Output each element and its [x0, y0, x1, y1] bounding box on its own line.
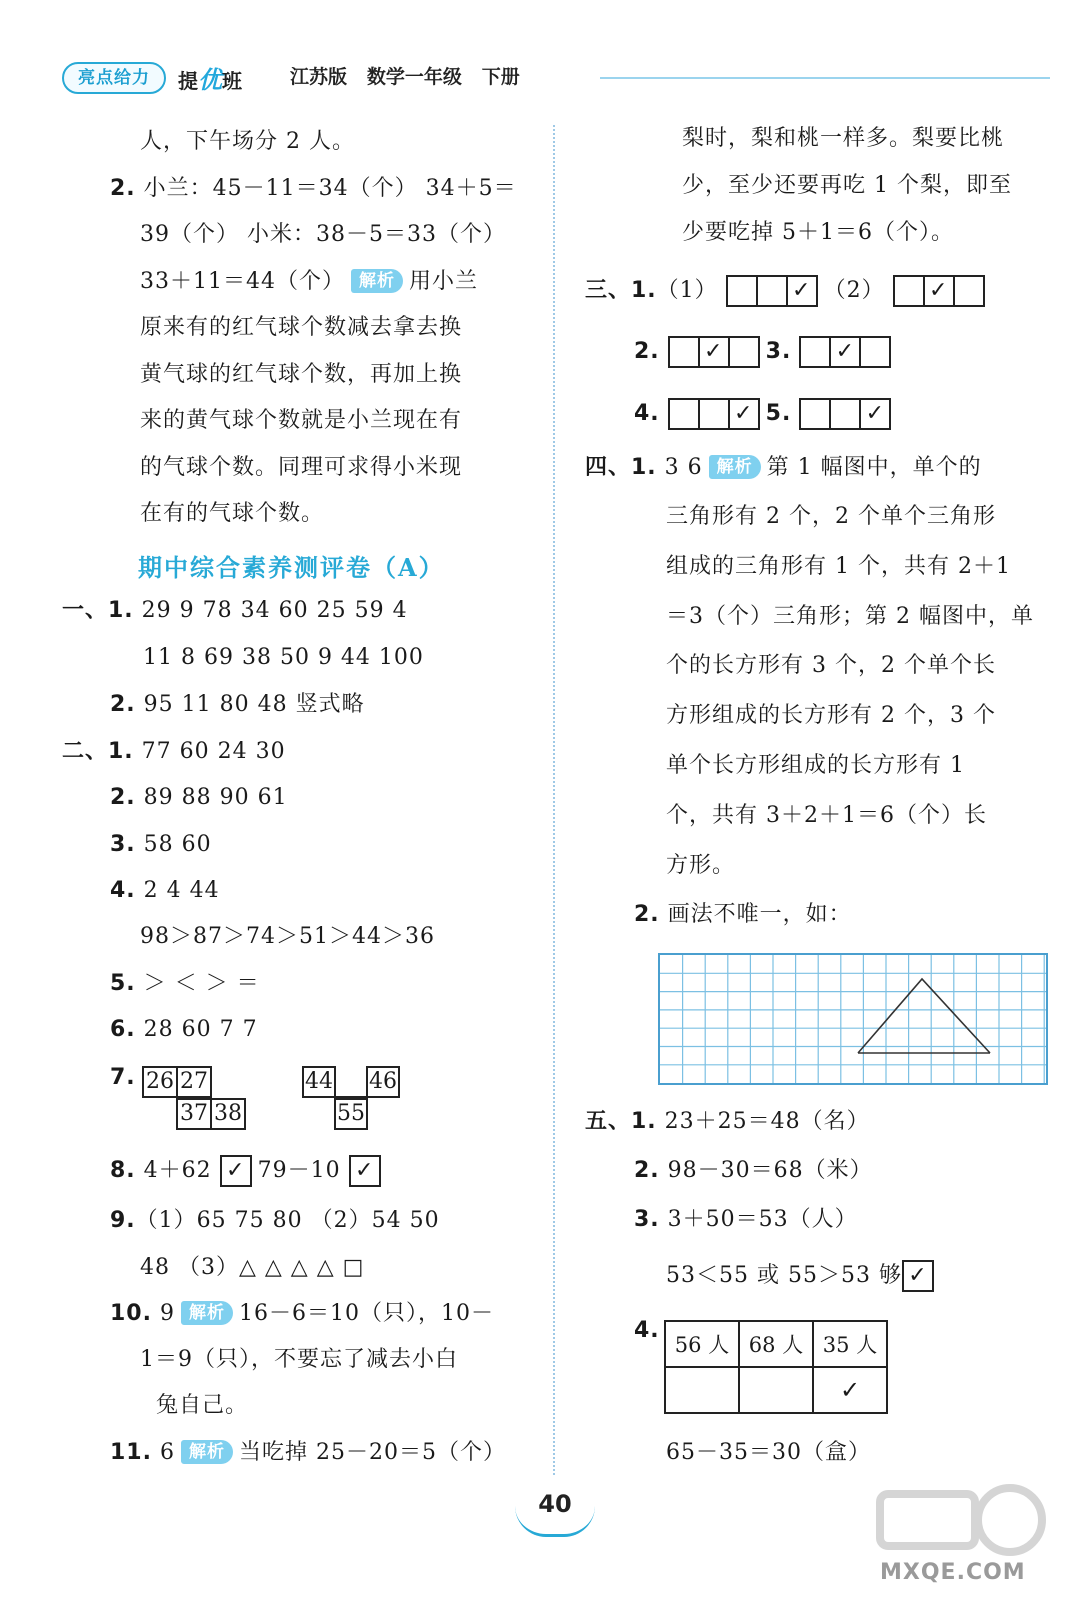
series-name-accent: 优: [198, 66, 222, 94]
answer-text: 28 60 7 7: [135, 1017, 258, 1042]
answer-line: [110, 1438, 506, 1468]
table-row: [665, 1321, 887, 1367]
answer-line: [62, 596, 408, 626]
analysis-tag: 解析: [181, 1301, 233, 1325]
watermark-text: MXQE.COM: [880, 1560, 1026, 1585]
item-number: 10.: [110, 1301, 152, 1326]
book-info: [290, 62, 520, 89]
section-title: 期中综合素养测评卷（A）: [138, 553, 445, 582]
analysis-text: 用小兰: [408, 269, 478, 294]
analysis-text: 第 1 幅图中，单个的: [766, 455, 982, 480]
analysis-text: 16－6＝10（只），10－: [238, 1301, 494, 1326]
answer-text: （2）: [823, 278, 885, 303]
check-mark-icon: ✓: [839, 1376, 861, 1404]
analysis-line: 少要吃掉 5＋1＝6（个）。: [682, 220, 954, 245]
analysis-line: 个的长方形有 3 个，2 个单个长: [666, 653, 996, 678]
answer-line: 11 8 69 38 50 9 44 100: [143, 645, 424, 670]
answer-text: 33＋11＝44（个）: [140, 269, 345, 294]
analysis-line: 组成的三角形有 1 个，共有 2＋1: [666, 554, 1011, 579]
analysis-line: 单个长方形组成的长方形有 1: [666, 753, 965, 778]
table-header-cell: 68 人: [739, 1321, 813, 1367]
table-header-cell: 56 人: [665, 1321, 739, 1367]
answer-line: 39（个） 小米：38－5＝33（个）: [140, 222, 506, 247]
analysis-tag: 解析: [709, 455, 761, 479]
analysis-line: 来的黄气球个数就是小兰现在有: [140, 408, 463, 433]
item-number: 3.: [110, 832, 136, 857]
item-number: 4.: [634, 401, 660, 426]
answer-line: [140, 267, 478, 297]
choice-boxes: [668, 335, 758, 369]
series-name: [178, 60, 242, 95]
item-number: 8.: [110, 1158, 136, 1183]
item-number: 5.: [765, 401, 792, 426]
item-number-text: 7.: [110, 1065, 136, 1090]
number-cell: 55: [334, 1098, 368, 1130]
analysis-line: 1＝9（只），不要忘了减去小白: [140, 1347, 458, 1372]
table-cell: [665, 1367, 739, 1413]
choice-box: [668, 336, 700, 368]
header-rule: [600, 77, 1050, 79]
answer-line: [110, 1206, 440, 1236]
answer-text: 画法不唯一，如：: [659, 902, 852, 927]
choice-box-checked: [698, 336, 730, 368]
choice-box: [799, 398, 831, 430]
item-number: 9.: [110, 1208, 136, 1233]
answer-text: 29 9 78 34 60 25 59 4: [133, 598, 408, 623]
answer-line: [62, 737, 286, 767]
number-cell: 27: [176, 1066, 212, 1098]
answer-line: [634, 1156, 873, 1186]
answer-text: 小兰：45－11＝34（个） 34＋5＝: [135, 176, 517, 201]
drawn-triangle: [858, 979, 990, 1053]
item-number: 2.: [634, 1158, 660, 1183]
analysis-line: 三角形有 2 个，2 个单个三角形: [666, 504, 996, 529]
choice-box: [829, 398, 861, 430]
choice-boxes: [799, 397, 889, 431]
analysis-line: 个，共有 3＋2＋1＝6（个）长: [666, 803, 987, 828]
answer-line: [634, 1205, 858, 1235]
table-row: [665, 1367, 887, 1413]
number-cell: 26: [142, 1066, 178, 1098]
check-box: [220, 1155, 252, 1187]
choice-box: [953, 275, 985, 307]
item-number: 5.: [110, 971, 136, 996]
choice-box: [756, 275, 788, 307]
column-divider: [553, 125, 555, 1475]
item-number: 一、1.: [62, 598, 134, 623]
item-number: 二、1.: [62, 739, 134, 764]
volume: 下册: [481, 66, 520, 88]
answer-line: [585, 1107, 870, 1137]
analysis-text: 当吃掉 25－20＝5（个）: [238, 1440, 506, 1465]
choice-box: [859, 336, 891, 368]
analysis-line: ＝3（个）三角形；第 2 幅图中，单: [666, 604, 1034, 629]
analysis-line: 兔自己。: [156, 1393, 249, 1418]
choice-box-checked: [829, 336, 861, 368]
item-number: 三、1.: [585, 278, 657, 303]
choice-box-checked: [923, 275, 955, 307]
answer-text: 79－10: [257, 1158, 341, 1183]
choice-box: [728, 336, 760, 368]
answer-text: 4＋62: [135, 1158, 212, 1183]
analysis-line: 方形组成的长方形有 2 个，3 个: [666, 703, 996, 728]
item-number: 2.: [110, 692, 136, 717]
choice-box: [893, 275, 925, 307]
choice-boxes: [668, 397, 758, 431]
answer-text: 89 88 90 61: [135, 785, 288, 810]
analysis-line: 原来有的红气球个数减去拿去换: [140, 315, 463, 340]
table-header-cell: 35 人: [813, 1321, 887, 1367]
item-number: 4.: [110, 878, 136, 903]
answer-line: [110, 783, 288, 813]
analysis-line: 梨时，梨和桃一样多。梨要比桃: [682, 126, 1005, 151]
answer-text: 95 11 80 48 竖式略: [135, 692, 365, 717]
analysis-line: 黄气球的红气球个数，再加上换: [140, 362, 463, 387]
answer-line: [634, 900, 852, 930]
answer-line: [634, 397, 889, 431]
page-header: [0, 0, 1069, 110]
answer-text: 53＜55 或 55＞53 够: [666, 1263, 902, 1288]
analysis-line: 方形。: [666, 853, 736, 878]
answer-line: [110, 1155, 379, 1187]
item-number: 6.: [110, 1017, 136, 1042]
answer-line: [666, 1260, 932, 1292]
answer-line: [110, 876, 220, 906]
answer-text: 58 60: [135, 832, 212, 857]
answer-line: 65－35＝30（盒）: [666, 1440, 871, 1465]
answer-text: 77 60 24 30: [133, 739, 286, 764]
answer-line: [110, 1299, 494, 1329]
choice-box-checked: [728, 398, 760, 430]
series-name-part: 提: [178, 69, 198, 93]
item-number: 2.: [634, 339, 660, 364]
item-number: [634, 1316, 660, 1346]
choice-box: [799, 336, 831, 368]
answer-line: [110, 830, 212, 860]
answer-text: ＞ ＜ ＞ ＝: [135, 971, 260, 996]
item-number: 2.: [110, 785, 136, 810]
answer-line: [585, 453, 982, 483]
item-number: 2.: [110, 176, 136, 201]
table-cell: [739, 1367, 813, 1413]
answer-text: 2 4 44: [135, 878, 220, 903]
answer-text: 3＋50＝53（人）: [659, 1207, 858, 1232]
edition: 江苏版: [290, 66, 348, 88]
answer-line: [585, 274, 983, 308]
choice-boxes: [893, 274, 983, 308]
table-cell-checked: [813, 1367, 887, 1413]
answer-text: 3 6: [656, 455, 703, 480]
answer-line: 98＞87＞74＞51＞44＞36: [140, 924, 435, 949]
item-number: 3.: [634, 1207, 660, 1232]
answer-line: 48 （3）△ △ △ △ □: [140, 1255, 365, 1280]
analysis-line: 少，至少还要再吃 1 个梨，即至: [682, 173, 1012, 198]
empty-cell: [334, 1066, 368, 1098]
item-number: 11.: [110, 1440, 152, 1465]
answer-line: [110, 1015, 258, 1045]
choice-box: [668, 398, 700, 430]
answer-text: 6: [151, 1440, 175, 1465]
choice-box-checked: [859, 398, 891, 430]
analysis-line: 在有的气球个数。: [140, 501, 325, 526]
number-cell: 46: [366, 1066, 400, 1098]
number-cell: 44: [302, 1066, 336, 1098]
subject: 数学一年级: [366, 66, 462, 88]
answer-text: （1）65 75 80 （2）54 50: [135, 1208, 440, 1233]
item-number: 五、1.: [585, 1109, 657, 1134]
answer-line: [110, 690, 365, 720]
number-cell: 38: [210, 1098, 246, 1130]
check-box: [349, 1155, 381, 1187]
item-number: 四、1.: [585, 455, 657, 480]
choice-box: [698, 398, 730, 430]
answer-text: 98－30＝68（米）: [659, 1158, 873, 1183]
check-box: [902, 1260, 934, 1292]
analysis-tag: 解析: [181, 1440, 233, 1464]
brand-logo: 亮点给力: [62, 62, 166, 94]
answer-text: 23＋25＝48（名）: [656, 1109, 870, 1134]
choice-boxes: [726, 274, 816, 308]
answer-line: 人，下午场分 2 人。: [140, 129, 355, 154]
series-name-part: 班: [222, 69, 242, 93]
item-number: [110, 1063, 136, 1093]
analysis-line: 的气球个数。同理可求得小米现: [140, 455, 463, 480]
number-cell: 37: [176, 1098, 212, 1130]
choice-boxes: [799, 335, 889, 369]
answer-line: [110, 969, 260, 999]
item-number-text: 4.: [634, 1318, 660, 1343]
page-number: 40: [538, 1490, 572, 1518]
drawing-grid: [658, 953, 1048, 1085]
answer-text: （1）: [656, 278, 718, 303]
item-number: 3.: [765, 339, 792, 364]
choice-box: [726, 275, 758, 307]
choice-box-checked: [786, 275, 818, 307]
answer-text: 9: [151, 1301, 175, 1326]
analysis-tag: 解析: [351, 269, 403, 293]
grid-figure: [660, 955, 1046, 1083]
answer-line: [110, 174, 517, 204]
answer-line: [634, 335, 889, 369]
item-number: 2.: [634, 902, 660, 927]
answer-table: [664, 1320, 888, 1414]
